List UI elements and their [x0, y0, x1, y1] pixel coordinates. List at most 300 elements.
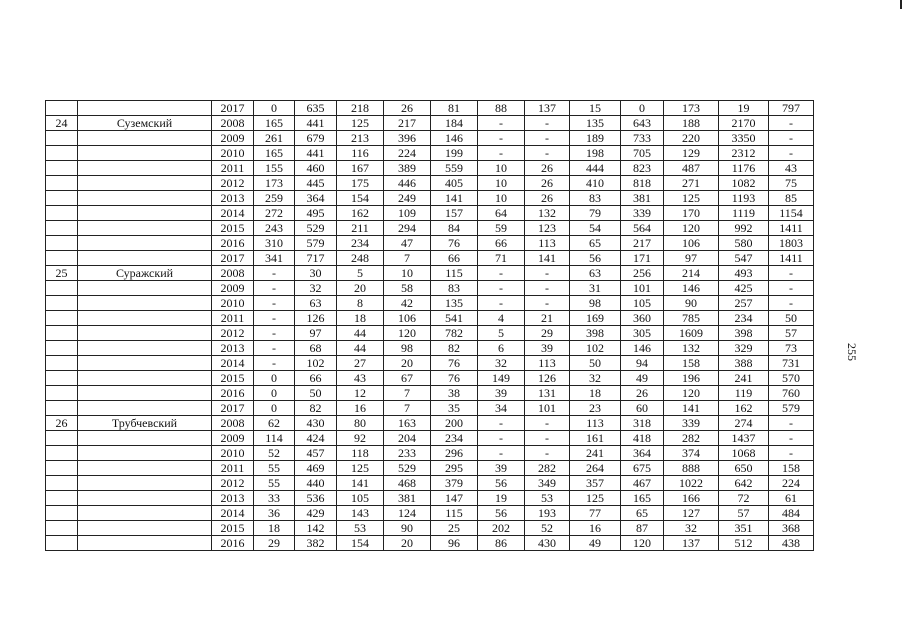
- value-cell: 47: [384, 236, 431, 251]
- value-cell: 43: [337, 371, 384, 386]
- value-cell: 29: [525, 326, 570, 341]
- district-number-cell: [46, 296, 78, 311]
- year-cell: 2009: [212, 431, 254, 446]
- value-cell: 8: [337, 296, 384, 311]
- value-cell: -: [769, 416, 814, 431]
- district-name-cell: [78, 221, 212, 236]
- district-number-cell: [46, 461, 78, 476]
- value-cell: 579: [295, 236, 337, 251]
- district-name-cell: [78, 191, 212, 206]
- value-cell: 57: [719, 506, 769, 521]
- value-cell: 56: [570, 251, 621, 266]
- value-cell: 75: [769, 176, 814, 191]
- value-cell: 705: [621, 146, 664, 161]
- value-cell: 135: [431, 296, 478, 311]
- value-cell: 650: [719, 461, 769, 476]
- value-cell: 444: [570, 161, 621, 176]
- district-number-cell: [46, 431, 78, 446]
- value-cell: 424: [295, 431, 337, 446]
- value-cell: 0: [254, 401, 295, 416]
- district-name-cell: [78, 131, 212, 146]
- district-name-cell: [78, 146, 212, 161]
- value-cell: 141: [664, 401, 719, 416]
- table-row: [46, 281, 814, 296]
- value-cell: -: [525, 131, 570, 146]
- value-cell: 88: [478, 101, 525, 116]
- value-cell: 92: [337, 431, 384, 446]
- value-cell: 785: [664, 311, 719, 326]
- value-cell: 233: [384, 446, 431, 461]
- year-cell: 2012: [212, 176, 254, 191]
- value-cell: 44: [337, 326, 384, 341]
- value-cell: -: [769, 446, 814, 461]
- value-cell: 50: [570, 356, 621, 371]
- value-cell: 1193: [719, 191, 769, 206]
- district-number-cell: [46, 221, 78, 236]
- value-cell: -: [254, 311, 295, 326]
- value-cell: 282: [664, 431, 719, 446]
- value-cell: 114: [254, 431, 295, 446]
- value-cell: 79: [570, 206, 621, 221]
- value-cell: 125: [664, 191, 719, 206]
- value-cell: 484: [769, 506, 814, 521]
- value-cell: 256: [621, 266, 664, 281]
- value-cell: -: [478, 281, 525, 296]
- district-number-cell: [46, 446, 78, 461]
- value-cell: 274: [719, 416, 769, 431]
- value-cell: -: [254, 326, 295, 341]
- value-cell: 76: [431, 236, 478, 251]
- value-cell: 1609: [664, 326, 719, 341]
- value-cell: 26: [525, 191, 570, 206]
- year-cell: 2013: [212, 491, 254, 506]
- value-cell: 16: [337, 401, 384, 416]
- value-cell: 487: [664, 161, 719, 176]
- value-cell: 66: [478, 236, 525, 251]
- value-cell: 643: [621, 116, 664, 131]
- value-cell: 57: [769, 326, 814, 341]
- value-cell: 339: [621, 206, 664, 221]
- value-cell: 149: [478, 371, 525, 386]
- value-cell: 200: [431, 416, 478, 431]
- value-cell: 214: [664, 266, 719, 281]
- value-cell: 19: [478, 491, 525, 506]
- value-cell: 1411: [769, 221, 814, 236]
- district-name-cell: Трубчевский: [78, 416, 212, 431]
- value-cell: 157: [431, 206, 478, 221]
- district-name-cell: [78, 326, 212, 341]
- value-cell: 147: [431, 491, 478, 506]
- value-cell: 23: [570, 401, 621, 416]
- table-row: [46, 521, 814, 536]
- table-row: [46, 431, 814, 446]
- year-cell: 2014: [212, 356, 254, 371]
- value-cell: 467: [621, 476, 664, 491]
- table-row: [46, 236, 814, 251]
- value-cell: 529: [384, 461, 431, 476]
- year-cell: 2008: [212, 266, 254, 281]
- value-cell: 272: [254, 206, 295, 221]
- district-name-cell: [78, 236, 212, 251]
- value-cell: 26: [384, 101, 431, 116]
- district-number-cell: [46, 176, 78, 191]
- value-cell: 35: [431, 401, 478, 416]
- value-cell: 564: [621, 221, 664, 236]
- district-number-cell: 25: [46, 266, 78, 281]
- district-number-cell: [46, 146, 78, 161]
- year-cell: 2015: [212, 521, 254, 536]
- value-cell: 137: [525, 101, 570, 116]
- value-cell: -: [525, 431, 570, 446]
- value-cell: 10: [384, 266, 431, 281]
- value-cell: 53: [337, 521, 384, 536]
- value-cell: -: [769, 281, 814, 296]
- table-row: [46, 206, 814, 221]
- value-cell: 39: [478, 461, 525, 476]
- value-cell: 493: [719, 266, 769, 281]
- value-cell: 0: [254, 371, 295, 386]
- table-row: [46, 341, 814, 356]
- value-cell: 364: [295, 191, 337, 206]
- value-cell: 6: [478, 341, 525, 356]
- value-cell: 56: [478, 506, 525, 521]
- value-cell: -: [478, 446, 525, 461]
- value-cell: 368: [769, 521, 814, 536]
- value-cell: 143: [337, 506, 384, 521]
- district-name-cell: [78, 431, 212, 446]
- value-cell: 430: [525, 536, 570, 551]
- value-cell: 36: [254, 506, 295, 521]
- value-cell: 199: [431, 146, 478, 161]
- year-cell: 2011: [212, 311, 254, 326]
- value-cell: -: [525, 281, 570, 296]
- value-cell: 296: [431, 446, 478, 461]
- value-cell: 124: [384, 506, 431, 521]
- value-cell: 39: [478, 386, 525, 401]
- value-cell: 10: [478, 161, 525, 176]
- value-cell: 175: [337, 176, 384, 191]
- value-cell: 0: [254, 386, 295, 401]
- value-cell: -: [478, 266, 525, 281]
- year-cell: 2011: [212, 161, 254, 176]
- value-cell: 241: [719, 371, 769, 386]
- value-cell: -: [478, 146, 525, 161]
- district-name-cell: [78, 281, 212, 296]
- value-cell: 364: [621, 446, 664, 461]
- value-cell: 171: [621, 251, 664, 266]
- value-cell: -: [769, 131, 814, 146]
- value-cell: 165: [254, 116, 295, 131]
- table-row: [46, 461, 814, 476]
- value-cell: 169: [570, 311, 621, 326]
- district-name-cell: [78, 536, 212, 551]
- value-cell: 389: [384, 161, 431, 176]
- value-cell: 259: [254, 191, 295, 206]
- district-name-cell: [78, 461, 212, 476]
- value-cell: 213: [337, 131, 384, 146]
- district-name-cell: [78, 491, 212, 506]
- value-cell: 441: [295, 146, 337, 161]
- district-number-cell: [46, 326, 78, 341]
- value-cell: 146: [431, 131, 478, 146]
- value-cell: 32: [478, 356, 525, 371]
- value-cell: 217: [384, 116, 431, 131]
- value-cell: 16: [570, 521, 621, 536]
- value-cell: 125: [337, 116, 384, 131]
- value-cell: 98: [384, 341, 431, 356]
- district-number-cell: [46, 341, 78, 356]
- year-cell: 2013: [212, 191, 254, 206]
- value-cell: 438: [769, 536, 814, 551]
- value-cell: 125: [337, 461, 384, 476]
- table-body: [46, 101, 814, 551]
- value-cell: 204: [384, 431, 431, 446]
- value-cell: 54: [570, 221, 621, 236]
- value-cell: -: [254, 356, 295, 371]
- value-cell: 97: [295, 326, 337, 341]
- value-cell: 106: [664, 236, 719, 251]
- value-cell: 102: [295, 356, 337, 371]
- value-cell: 10: [478, 191, 525, 206]
- value-cell: 234: [431, 431, 478, 446]
- value-cell: 469: [295, 461, 337, 476]
- year-cell: 2012: [212, 326, 254, 341]
- district-name-cell: [78, 521, 212, 536]
- district-name-cell: [78, 161, 212, 176]
- value-cell: 55: [254, 476, 295, 491]
- year-cell: 2015: [212, 371, 254, 386]
- value-cell: 33: [254, 491, 295, 506]
- value-cell: 5: [478, 326, 525, 341]
- value-cell: 224: [769, 476, 814, 491]
- value-cell: 294: [384, 221, 431, 236]
- value-cell: 158: [769, 461, 814, 476]
- district-number-cell: [46, 401, 78, 416]
- value-cell: 166: [664, 491, 719, 506]
- value-cell: 261: [254, 131, 295, 146]
- value-cell: 7: [384, 251, 431, 266]
- value-cell: 154: [337, 536, 384, 551]
- table-row: [46, 146, 814, 161]
- value-cell: 202: [478, 521, 525, 536]
- value-cell: 161: [570, 431, 621, 446]
- year-cell: 2014: [212, 206, 254, 221]
- value-cell: 73: [769, 341, 814, 356]
- value-cell: -: [254, 266, 295, 281]
- value-cell: 30: [295, 266, 337, 281]
- year-cell: 2010: [212, 446, 254, 461]
- value-cell: 381: [621, 191, 664, 206]
- value-cell: 127: [664, 506, 719, 521]
- value-cell: 63: [570, 266, 621, 281]
- year-cell: 2017: [212, 251, 254, 266]
- value-cell: 18: [570, 386, 621, 401]
- value-cell: 165: [621, 491, 664, 506]
- value-cell: 94: [621, 356, 664, 371]
- value-cell: 142: [295, 521, 337, 536]
- value-cell: 90: [664, 296, 719, 311]
- value-cell: 146: [664, 281, 719, 296]
- value-cell: 388: [719, 356, 769, 371]
- value-cell: 132: [525, 206, 570, 221]
- value-cell: 173: [664, 101, 719, 116]
- value-cell: 101: [525, 401, 570, 416]
- value-cell: 349: [525, 476, 570, 491]
- value-cell: 234: [719, 311, 769, 326]
- value-cell: 90: [384, 521, 431, 536]
- value-cell: 162: [719, 401, 769, 416]
- value-cell: 21: [525, 311, 570, 326]
- value-cell: 83: [431, 281, 478, 296]
- district-number-cell: 26: [46, 416, 78, 431]
- table-row: [46, 491, 814, 506]
- value-cell: 20: [384, 536, 431, 551]
- district-number-cell: [46, 536, 78, 551]
- district-name-cell: [78, 296, 212, 311]
- value-cell: 20: [337, 281, 384, 296]
- value-cell: 329: [719, 341, 769, 356]
- value-cell: 782: [431, 326, 478, 341]
- value-cell: 105: [337, 491, 384, 506]
- value-cell: 382: [295, 536, 337, 551]
- table-row: [46, 161, 814, 176]
- value-cell: 71: [478, 251, 525, 266]
- value-cell: 154: [337, 191, 384, 206]
- value-cell: 430: [295, 416, 337, 431]
- value-cell: 3350: [719, 131, 769, 146]
- district-name-cell: [78, 356, 212, 371]
- year-cell: 2017: [212, 401, 254, 416]
- value-cell: -: [525, 146, 570, 161]
- value-cell: 32: [295, 281, 337, 296]
- table-row: [46, 131, 814, 146]
- value-cell: -: [478, 416, 525, 431]
- value-cell: 101: [621, 281, 664, 296]
- district-number-cell: [46, 161, 78, 176]
- district-name-cell: [78, 476, 212, 491]
- table-row: [46, 266, 814, 281]
- value-cell: 58: [384, 281, 431, 296]
- value-cell: -: [525, 296, 570, 311]
- value-cell: 126: [525, 371, 570, 386]
- value-cell: 0: [254, 101, 295, 116]
- value-cell: 76: [431, 356, 478, 371]
- value-cell: 635: [295, 101, 337, 116]
- value-cell: 218: [337, 101, 384, 116]
- value-cell: 137: [664, 536, 719, 551]
- value-cell: 106: [384, 311, 431, 326]
- value-cell: 120: [621, 536, 664, 551]
- value-cell: 32: [570, 371, 621, 386]
- value-cell: 220: [664, 131, 719, 146]
- value-cell: 992: [719, 221, 769, 236]
- table-row: [46, 536, 814, 551]
- value-cell: 56: [478, 476, 525, 491]
- value-cell: 440: [295, 476, 337, 491]
- district-number-cell: [46, 191, 78, 206]
- district-number-cell: [46, 476, 78, 491]
- value-cell: 217: [621, 236, 664, 251]
- value-cell: 257: [719, 296, 769, 311]
- value-cell: 43: [769, 161, 814, 176]
- value-cell: 642: [719, 476, 769, 491]
- value-cell: 282: [525, 461, 570, 476]
- value-cell: 19: [719, 101, 769, 116]
- district-name-cell: [78, 101, 212, 116]
- value-cell: 85: [769, 191, 814, 206]
- value-cell: 357: [570, 476, 621, 491]
- value-cell: 141: [431, 191, 478, 206]
- value-cell: 49: [621, 371, 664, 386]
- value-cell: 60: [621, 401, 664, 416]
- value-cell: 1022: [664, 476, 719, 491]
- district-name-cell: [78, 386, 212, 401]
- value-cell: 797: [769, 101, 814, 116]
- table-row: [46, 401, 814, 416]
- value-cell: 59: [478, 221, 525, 236]
- value-cell: 460: [295, 161, 337, 176]
- value-cell: 72: [719, 491, 769, 506]
- value-cell: 541: [431, 311, 478, 326]
- district-number-cell: [46, 281, 78, 296]
- table-row: [46, 251, 814, 266]
- value-cell: 86: [478, 536, 525, 551]
- value-cell: 52: [254, 446, 295, 461]
- year-cell: 2015: [212, 221, 254, 236]
- value-cell: 536: [295, 491, 337, 506]
- value-cell: 109: [384, 206, 431, 221]
- value-cell: 295: [431, 461, 478, 476]
- district-name-cell: [78, 206, 212, 221]
- table-row: [46, 326, 814, 341]
- value-cell: 84: [431, 221, 478, 236]
- value-cell: 441: [295, 116, 337, 131]
- value-cell: 675: [621, 461, 664, 476]
- page-number: 255: [845, 343, 859, 361]
- value-cell: 163: [384, 416, 431, 431]
- value-cell: 188: [664, 116, 719, 131]
- value-cell: 113: [525, 356, 570, 371]
- value-cell: 495: [295, 206, 337, 221]
- value-cell: 61: [769, 491, 814, 506]
- year-cell: 2009: [212, 281, 254, 296]
- district-number-cell: [46, 506, 78, 521]
- district-name-cell: [78, 251, 212, 266]
- value-cell: -: [478, 131, 525, 146]
- value-cell: 83: [570, 191, 621, 206]
- value-cell: 318: [621, 416, 664, 431]
- table-row: [46, 101, 814, 116]
- value-cell: 116: [337, 146, 384, 161]
- value-cell: 211: [337, 221, 384, 236]
- value-cell: 580: [719, 236, 769, 251]
- value-cell: 224: [384, 146, 431, 161]
- district-number-cell: [46, 311, 78, 326]
- value-cell: 198: [570, 146, 621, 161]
- value-cell: 63: [295, 296, 337, 311]
- value-cell: 18: [254, 521, 295, 536]
- value-cell: 68: [295, 341, 337, 356]
- value-cell: 146: [621, 341, 664, 356]
- value-cell: 50: [295, 386, 337, 401]
- value-cell: 193: [525, 506, 570, 521]
- value-cell: 418: [621, 431, 664, 446]
- value-cell: 123: [525, 221, 570, 236]
- value-cell: 141: [337, 476, 384, 491]
- value-cell: 1176: [719, 161, 769, 176]
- table-row: [46, 446, 814, 461]
- value-cell: 888: [664, 461, 719, 476]
